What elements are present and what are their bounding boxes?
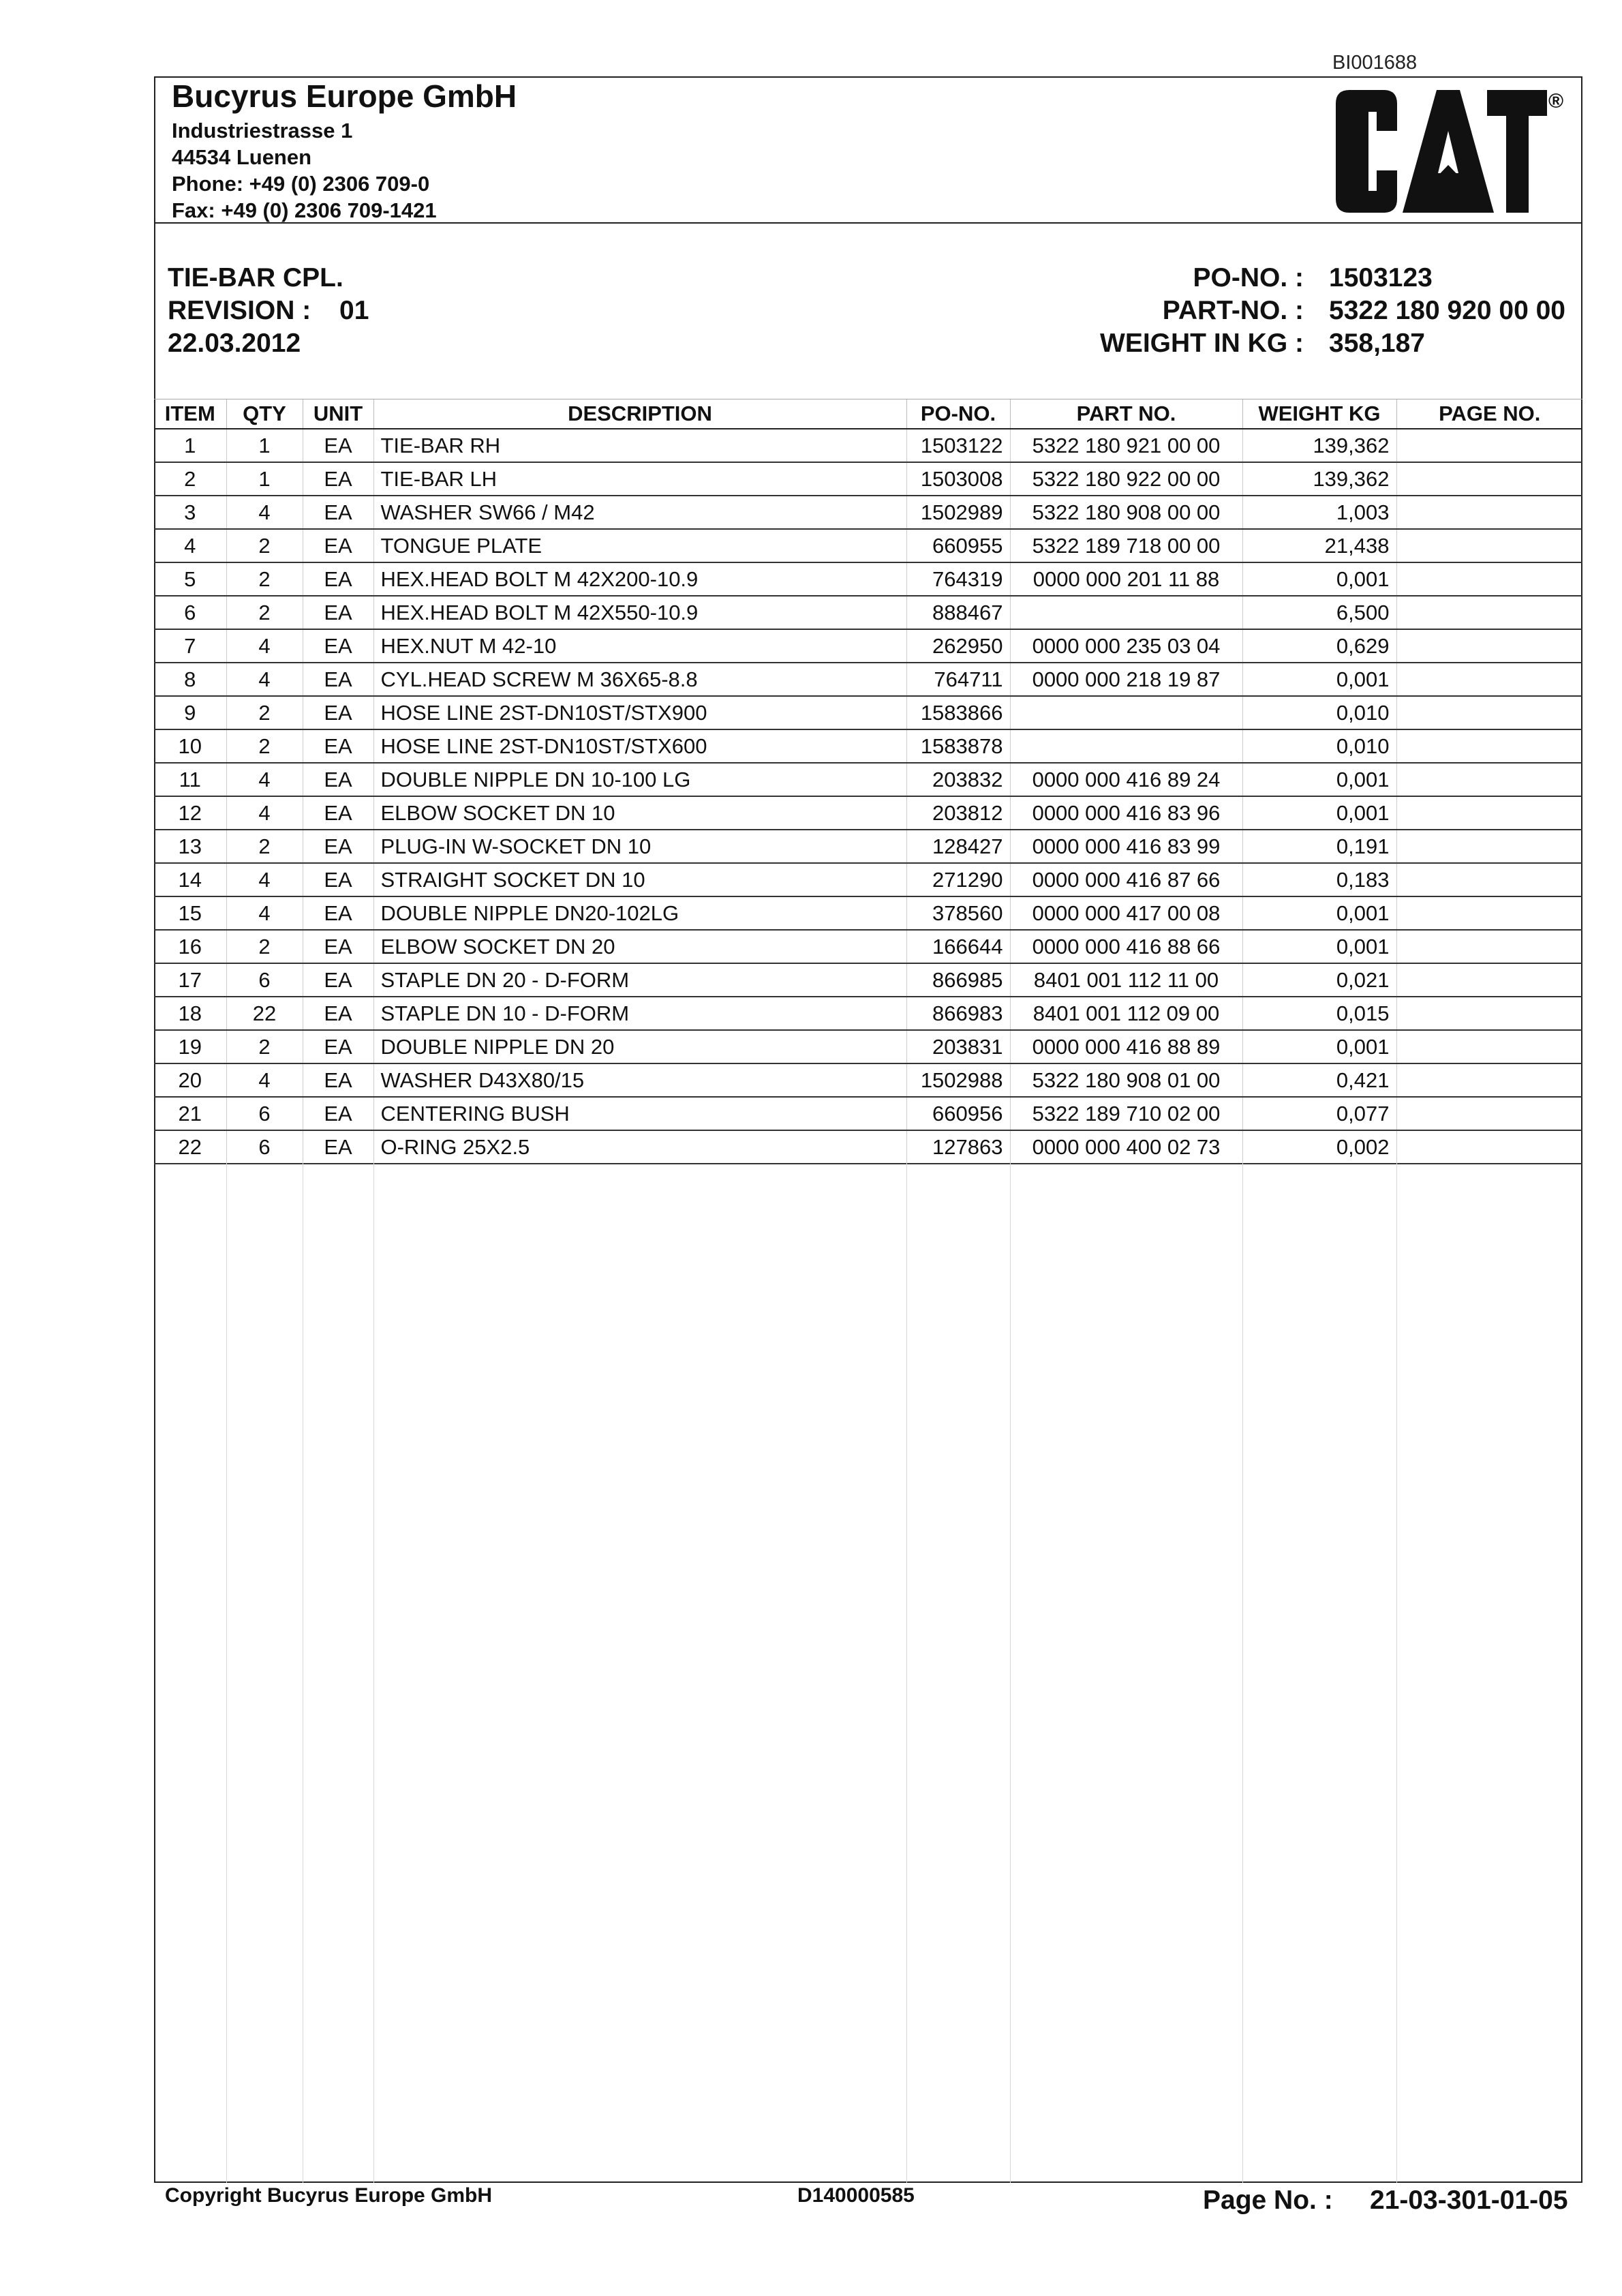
cell-weight-kg: 1,003: [1242, 496, 1396, 529]
cell-description: ELBOW SOCKET DN 10: [373, 796, 906, 830]
cell-description: TIE-BAR LH: [373, 462, 906, 496]
cell-po-no: 127863: [906, 1130, 1010, 1164]
cell-qty: 2: [226, 562, 303, 596]
footer-copyright: Copyright Bucyrus Europe GmbH: [165, 2184, 493, 2207]
weight-label: WEIGHT IN KG :: [1100, 329, 1304, 358]
cell-unit: EA: [303, 629, 373, 663]
cell-part-no: 0000 000 417 00 08: [1010, 896, 1242, 930]
cell-weight-kg: 0,421: [1242, 1063, 1396, 1097]
table-row: [154, 896, 1582, 930]
cell-part-no: 0000 000 416 88 66: [1010, 930, 1242, 963]
column-divider: [226, 1161, 227, 2183]
cell-part-no: 5322 180 921 00 00: [1010, 429, 1242, 462]
cell-item: 16: [154, 930, 226, 963]
cell-weight-kg: 0,015: [1242, 997, 1396, 1030]
cell-description: ELBOW SOCKET DN 20: [373, 930, 906, 963]
cell-qty: 6: [226, 963, 303, 997]
company-street: Industriestrasse 1: [172, 119, 353, 142]
cell-qty: 1: [226, 429, 303, 462]
cell-item: 22: [154, 1130, 226, 1164]
cell-weight-kg: 0,001: [1242, 1030, 1396, 1063]
cell-part-no: 5322 189 710 02 00: [1010, 1097, 1242, 1130]
cell-page-no: [1396, 729, 1582, 763]
cell-po-no: 764319: [906, 562, 1010, 596]
cell-description: TONGUE PLATE: [373, 529, 906, 562]
cell-item: 5: [154, 562, 226, 596]
cell-unit: EA: [303, 863, 373, 896]
column-header-weight-kg: WEIGHT KG: [1242, 399, 1396, 429]
cell-weight-kg: 0,021: [1242, 963, 1396, 997]
cell-description: CENTERING BUSH: [373, 1097, 906, 1130]
cell-weight-kg: 0,010: [1242, 696, 1396, 729]
cell-part-no: 0000 000 416 83 96: [1010, 796, 1242, 830]
cell-unit: EA: [303, 796, 373, 830]
cell-qty: 4: [226, 629, 303, 663]
cell-description: DOUBLE NIPPLE DN20-102LG: [373, 896, 906, 930]
column-divider: [1242, 1161, 1243, 2183]
cell-page-no: [1396, 462, 1582, 496]
cell-item: 10: [154, 729, 226, 763]
cell-unit: EA: [303, 896, 373, 930]
column-header-po-no: PO-NO.: [906, 399, 1010, 429]
table-row: [154, 562, 1582, 596]
cell-po-no: 1502988: [906, 1063, 1010, 1097]
cell-page-no: [1396, 1063, 1582, 1097]
cell-weight-kg: 0,001: [1242, 930, 1396, 963]
table-row: [154, 596, 1582, 629]
cell-qty: 2: [226, 529, 303, 562]
cell-qty: 2: [226, 729, 303, 763]
cell-po-no: 1502989: [906, 496, 1010, 529]
column-divider: [906, 1161, 907, 2183]
cell-item: 14: [154, 863, 226, 896]
table-row: [154, 997, 1582, 1030]
cell-page-no: [1396, 763, 1582, 796]
column-divider: [1010, 1161, 1011, 2183]
registered-mark: ®: [1548, 90, 1564, 112]
cell-page-no: [1396, 963, 1582, 997]
column-header-unit: UNIT: [303, 399, 373, 429]
table-row: [154, 729, 1582, 763]
cell-po-no: 1503122: [906, 429, 1010, 462]
cell-qty: 2: [226, 696, 303, 729]
cell-page-no: [1396, 562, 1582, 596]
cell-weight-kg: 21,438: [1242, 529, 1396, 562]
table-row: [154, 1130, 1582, 1164]
cell-item: 17: [154, 963, 226, 997]
cell-page-no: [1396, 1030, 1582, 1063]
cell-weight-kg: 139,362: [1242, 462, 1396, 496]
cell-qty: 4: [226, 896, 303, 930]
part-value: 5322 180 920 00 00: [1329, 296, 1566, 325]
cell-description: STAPLE DN 20 - D-FORM: [373, 963, 906, 997]
cell-unit: EA: [303, 930, 373, 963]
cell-unit: EA: [303, 1030, 373, 1063]
cell-weight-kg: 0,010: [1242, 729, 1396, 763]
cell-description: TIE-BAR RH: [373, 429, 906, 462]
cell-po-no: 271290: [906, 863, 1010, 896]
cell-part-no: 0000 000 416 87 66: [1010, 863, 1242, 896]
cell-unit: EA: [303, 729, 373, 763]
assembly-title: TIE-BAR CPL.: [168, 263, 343, 292]
cell-weight-kg: 139,362: [1242, 429, 1396, 462]
column-header-page-no: PAGE NO.: [1396, 399, 1582, 429]
cell-po-no: 203832: [906, 763, 1010, 796]
cell-unit: EA: [303, 963, 373, 997]
cell-part-no: 0000 000 416 83 99: [1010, 830, 1242, 863]
cell-unit: EA: [303, 997, 373, 1030]
cell-description: HEX.HEAD BOLT M 42X200-10.9: [373, 562, 906, 596]
cell-weight-kg: 0,001: [1242, 663, 1396, 696]
cell-unit: EA: [303, 1063, 373, 1097]
cell-po-no: 1503008: [906, 462, 1010, 496]
cell-part-no: 0000 000 201 11 88: [1010, 562, 1242, 596]
table-body: [154, 429, 1582, 1164]
cell-description: STAPLE DN 10 - D-FORM: [373, 997, 906, 1030]
cell-page-no: [1396, 496, 1582, 529]
cell-unit: EA: [303, 663, 373, 696]
cell-unit: EA: [303, 1097, 373, 1130]
table-row: [154, 1097, 1582, 1130]
cell-description: CYL.HEAD SCREW M 36X65-8.8: [373, 663, 906, 696]
cell-description: WASHER SW66 / M42: [373, 496, 906, 529]
table-row: [154, 496, 1582, 529]
cell-part-no: [1010, 729, 1242, 763]
cell-page-no: [1396, 629, 1582, 663]
column-header-item: ITEM: [154, 399, 226, 429]
cell-unit: EA: [303, 496, 373, 529]
revision-value: 01: [339, 296, 369, 325]
footer-doc-number: D140000585: [797, 2184, 915, 2207]
cell-part-no: [1010, 696, 1242, 729]
cell-unit: EA: [303, 763, 373, 796]
table-row: [154, 663, 1582, 696]
cell-po-no: 866985: [906, 963, 1010, 997]
cell-qty: 2: [226, 596, 303, 629]
footer-page-number: 21-03-301-01-05: [1370, 2186, 1568, 2215]
table-row: [154, 863, 1582, 896]
cell-unit: EA: [303, 696, 373, 729]
cell-description: HEX.NUT M 42-10: [373, 629, 906, 663]
cell-po-no: 203812: [906, 796, 1010, 830]
cell-page-no: [1396, 663, 1582, 696]
cell-po-no: 262950: [906, 629, 1010, 663]
cell-page-no: [1396, 997, 1582, 1030]
cell-description: WASHER D43X80/15: [373, 1063, 906, 1097]
cell-po-no: 660955: [906, 529, 1010, 562]
assembly-date: 22.03.2012: [168, 329, 301, 358]
table-row: [154, 963, 1582, 997]
cell-po-no: 378560: [906, 896, 1010, 930]
company-city: 44534 Luenen: [172, 145, 312, 169]
cell-item: 9: [154, 696, 226, 729]
cell-description: STRAIGHT SOCKET DN 10: [373, 863, 906, 896]
cell-weight-kg: 6,500: [1242, 596, 1396, 629]
column-divider: [1396, 1161, 1397, 2183]
table-row: [154, 529, 1582, 562]
cell-page-no: [1396, 429, 1582, 462]
po-value: 1503123: [1329, 263, 1433, 292]
cell-qty: 2: [226, 1030, 303, 1063]
table-header-row: [154, 399, 1582, 429]
company-phone: Phone: +49 (0) 2306 709-0: [172, 172, 430, 196]
cell-part-no: 8401 001 112 09 00: [1010, 997, 1242, 1030]
cell-item: 19: [154, 1030, 226, 1063]
part-label: PART-NO. :: [1162, 296, 1304, 325]
column-header-description: DESCRIPTION: [373, 399, 906, 429]
company-name: Bucyrus Europe GmbH: [172, 78, 517, 114]
parts-list-table: [154, 399, 1582, 1164]
cell-part-no: 5322 189 718 00 00: [1010, 529, 1242, 562]
column-header-qty: QTY: [226, 399, 303, 429]
cell-weight-kg: 0,183: [1242, 863, 1396, 896]
cell-unit: EA: [303, 1130, 373, 1164]
cell-weight-kg: 0,002: [1242, 1130, 1396, 1164]
cell-description: DOUBLE NIPPLE DN 20: [373, 1030, 906, 1063]
footer-page-label: Page No. :: [1203, 2186, 1333, 2215]
cell-weight-kg: 0,001: [1242, 562, 1396, 596]
cell-qty: 22: [226, 997, 303, 1030]
cell-page-no: [1396, 696, 1582, 729]
cell-part-no: 5322 180 908 00 00: [1010, 496, 1242, 529]
cell-part-no: [1010, 596, 1242, 629]
cell-part-no: 5322 180 922 00 00: [1010, 462, 1242, 496]
cell-po-no: 866983: [906, 997, 1010, 1030]
cell-weight-kg: 0,077: [1242, 1097, 1396, 1130]
cell-description: HOSE LINE 2ST-DN10ST/STX900: [373, 696, 906, 729]
table-row: [154, 696, 1582, 729]
cell-po-no: 166644: [906, 930, 1010, 963]
cell-qty: 6: [226, 1130, 303, 1164]
document-id: BI001688: [1332, 52, 1418, 74]
cell-qty: 4: [226, 1063, 303, 1097]
cell-item: 15: [154, 896, 226, 930]
company-fax: Fax: +49 (0) 2306 709-1421: [172, 198, 437, 222]
cell-po-no: 1583866: [906, 696, 1010, 729]
cell-part-no: 0000 000 400 02 73: [1010, 1130, 1242, 1164]
cell-po-no: 660956: [906, 1097, 1010, 1130]
cell-description: PLUG-IN W-SOCKET DN 10: [373, 830, 906, 863]
table-row: [154, 629, 1582, 663]
table-row: [154, 796, 1582, 830]
table-row: [154, 429, 1582, 462]
table-row: [154, 462, 1582, 496]
cell-item: 18: [154, 997, 226, 1030]
cell-qty: 4: [226, 496, 303, 529]
weight-value: 358,187: [1329, 329, 1425, 358]
cell-description: DOUBLE NIPPLE DN 10-100 LG: [373, 763, 906, 796]
revision-label: REVISION :: [168, 296, 311, 325]
cell-qty: 4: [226, 796, 303, 830]
table-row: [154, 763, 1582, 796]
cell-item: 2: [154, 462, 226, 496]
table-row: [154, 1030, 1582, 1063]
cell-item: 13: [154, 830, 226, 863]
cell-item: 11: [154, 763, 226, 796]
cell-unit: EA: [303, 462, 373, 496]
cell-item: 3: [154, 496, 226, 529]
cell-qty: 1: [226, 462, 303, 496]
cell-qty: 6: [226, 1097, 303, 1130]
cell-po-no: 888467: [906, 596, 1010, 629]
cell-weight-kg: 0,001: [1242, 763, 1396, 796]
po-label: PO-NO. :: [1193, 263, 1304, 292]
cell-page-no: [1396, 596, 1582, 629]
cell-part-no: 0000 000 235 03 04: [1010, 629, 1242, 663]
column-header-part-no: PART NO.: [1010, 399, 1242, 429]
cell-po-no: 764711: [906, 663, 1010, 696]
cell-weight-kg: 0,001: [1242, 896, 1396, 930]
cell-item: 12: [154, 796, 226, 830]
cell-unit: EA: [303, 562, 373, 596]
cell-page-no: [1396, 830, 1582, 863]
cell-page-no: [1396, 796, 1582, 830]
cell-page-no: [1396, 529, 1582, 562]
cell-qty: 4: [226, 663, 303, 696]
cell-item: 20: [154, 1063, 226, 1097]
cell-description: HOSE LINE 2ST-DN10ST/STX600: [373, 729, 906, 763]
table-row: [154, 930, 1582, 963]
cell-qty: 4: [226, 863, 303, 896]
cell-page-no: [1396, 896, 1582, 930]
cell-item: 1: [154, 429, 226, 462]
cell-weight-kg: 0,629: [1242, 629, 1396, 663]
cell-item: 6: [154, 596, 226, 629]
cell-page-no: [1396, 930, 1582, 963]
cell-unit: EA: [303, 429, 373, 462]
cell-part-no: 8401 001 112 11 00: [1010, 963, 1242, 997]
cell-part-no: 0000 000 416 89 24: [1010, 763, 1242, 796]
cell-item: 4: [154, 529, 226, 562]
cell-qty: 2: [226, 930, 303, 963]
cell-description: O-RING 25X2.5: [373, 1130, 906, 1164]
cell-unit: EA: [303, 529, 373, 562]
cell-item: 7: [154, 629, 226, 663]
cell-item: 21: [154, 1097, 226, 1130]
cell-page-no: [1396, 1097, 1582, 1130]
table-row: [154, 830, 1582, 863]
cell-weight-kg: 0,191: [1242, 830, 1396, 863]
cell-qty: 2: [226, 830, 303, 863]
cell-part-no: 0000 000 416 88 89: [1010, 1030, 1242, 1063]
cat-logo: [1329, 83, 1564, 220]
cell-part-no: 0000 000 218 19 87: [1010, 663, 1242, 696]
table-row: [154, 1063, 1582, 1097]
cell-po-no: 203831: [906, 1030, 1010, 1063]
cell-part-no: 5322 180 908 01 00: [1010, 1063, 1242, 1097]
cell-unit: EA: [303, 830, 373, 863]
cell-unit: EA: [303, 596, 373, 629]
cell-description: HEX.HEAD BOLT M 42X550-10.9: [373, 596, 906, 629]
cell-qty: 4: [226, 763, 303, 796]
cell-po-no: 1583878: [906, 729, 1010, 763]
cell-weight-kg: 0,001: [1242, 796, 1396, 830]
column-divider: [373, 1161, 374, 2183]
cell-item: 8: [154, 663, 226, 696]
cell-page-no: [1396, 1130, 1582, 1164]
cell-page-no: [1396, 863, 1582, 896]
cell-po-no: 128427: [906, 830, 1010, 863]
